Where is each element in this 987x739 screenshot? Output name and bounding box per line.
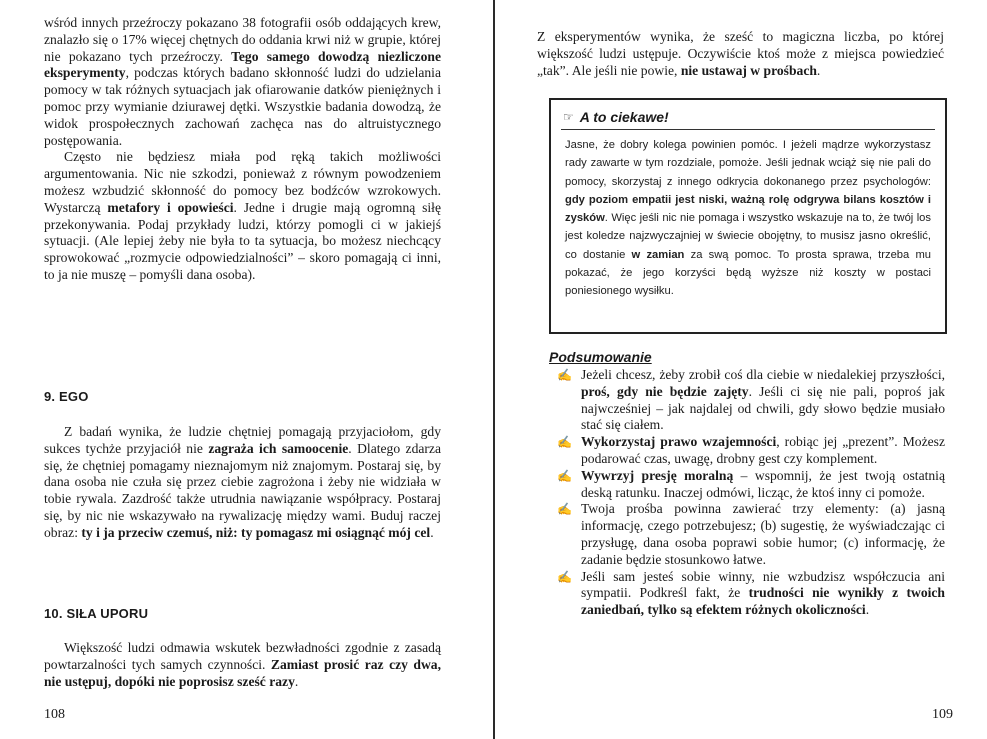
ego-section xyxy=(44,424,441,542)
writing-hand-icon: ✍ xyxy=(557,502,572,517)
section-heading-upor: 10. SIŁA UPORU xyxy=(44,606,149,621)
summary-item-text: Twoja prośba powinna zawierać trzy elementy: (a) jasną informację, czego potrzebujesz; (b) sugestię, że wyświadczając ci przysługę, dana osoba poprawi sobie humor; (c) informację, że zadanie będzie stosunkowo łatwe. xyxy=(581,501,945,567)
upor-paragraph: Większość ludzi odmawia wskutek bezwładności zgodnie z zasadą powtarzalności tych samych czynności. Zamiast prosić raz czy dwa, nie ustępuj, dopóki nie poprosisz sześć razy. xyxy=(44,640,441,689)
left-top-text xyxy=(44,15,441,284)
summary-item xyxy=(549,501,945,568)
bold-run: Zamiast prosić raz czy dwa, nie ustępuj, dopóki nie poprosisz sześć razy xyxy=(44,656,441,689)
summary-item xyxy=(549,434,945,468)
bold-run: metafory i opowieści xyxy=(107,199,234,215)
left-page xyxy=(0,0,493,739)
page-number-right: 109 xyxy=(932,707,953,722)
summary-item xyxy=(549,569,945,619)
bold-run: Wykorzystaj prawo wzajemności xyxy=(581,434,777,450)
writing-hand-icon: ✍ xyxy=(557,468,572,483)
bold-run: gdy poziom empatii jest niski, ważną rolę odgrywa bilans kosztów i zysków xyxy=(565,193,931,225)
info-box xyxy=(549,98,947,334)
info-box-rule xyxy=(561,129,935,130)
bold-run: zagraża ich samoocenie xyxy=(208,440,349,456)
intro-paragraph: wśród innych przeźroczy pokazano 38 fotografii osób oddających krew, znalazło się o 17% więcej chętnych do oddania krwi niż w grupie, której nie pokazano tych przeźroczy. Tego samego dowodzą niezliczone eksperymenty, podczas których badano skłonność ludzi do udzielania pomocy w tak różnych sytuacjach jak ofiarowanie datków pieniężnych i pomoc przy wymianie dziurawej dętki. Wszystkie badania dowodzą, że widok prospołecznych zachowań zachęca nas do altruistycznego postępowania. xyxy=(44,15,441,148)
pointing-hand-icon: ☞ xyxy=(563,110,574,124)
writing-hand-icon: ✍ xyxy=(557,435,572,450)
summary-list xyxy=(549,367,945,619)
info-box-text: Jasne, że dobry kolega powinien pomóc. I jeżeli mądrze wykorzystasz rady zawarte w tym rozdziale, pomoże. Jeśli jednak wciąż się nie pali do pomocy, skorzystaj z innego odkrycia dokonanego przez psychologów: gdy poziom empatii jest niski, ważną rolę odgrywa bilans kosztów i zysków. Więc jeśli nic nie pomaga i wszystko wskazuje na to, że twój los jest koledze najzwyczajniej w świecie obojętny, to musisz jasno określić, co dostanie w zamian za swą pomoc. To prosta sprawa, trzeba mu pokazać, że jego korzyści będą wyższe niż koszty w postaci poniesionego wysiłku. xyxy=(565,139,931,298)
bold-run: w zamian xyxy=(631,248,685,261)
upor-section xyxy=(44,640,441,690)
bold-run: proś, gdy nie będzie zajęty xyxy=(581,383,749,399)
top-paragraph: Z eksperymentów wynika, że sześć to magiczna liczba, po której większość ludzi ustępuje. Oczywiście ktoś może z miejsca powiedzieć „tak”. Ale jeśli nie powie, nie ustawaj w prośbach. xyxy=(537,29,944,78)
writing-hand-icon: ✍ xyxy=(557,368,572,382)
second-paragraph: Często nie będziesz miała pod ręką takich możliwości argumentowania. Nic nie szkodzi, ponieważ z równym powodzeniem możesz wzbudzić skłonność do pomocy bez bodźców wzrokowych. Wystarczą metafory i opowieści. Jedne i drugie mają ogromną siłę przekonywania. Podaj przykłady ludzi, którzy pomogli ci w jakiejś sytuacji. (Ale lepiej żeby nie była to ta sytuacja, bo możesz niechcący sprowokować „rozmycie odpowiedzialności” – skoro pomagają ci inni, to ja nie muszę – pomyśli dana osoba). xyxy=(44,149,441,282)
bold-run: Tego samego dowodzą niezliczone eksperymenty xyxy=(44,48,441,81)
summary-heading: Podsumowanie xyxy=(549,349,652,365)
ego-paragraph: Z badań wynika, że ludzie chętniej pomagają przyjaciołom, gdy sukces tychże przyjaciół nie zagraża ich samoocenie. Dlatego zdarza się, że chętniej pomagamy nieznajomym niż znajomym. Postaraj się, by dana osoba nie czuła się przez ciebie zagrożona i żeby nie widziała w tobie rywala. Zazdrość także utrudnia nawiązanie współpracy. Postaraj się, by nic nie wskazywało na rywalizację między wami. Buduj raczej obraz: ty i ja przeciw czemuś, niż: ty pomagasz mi osiągnąć mój cel. xyxy=(44,424,442,540)
bold-run: trudności nie wynikły z twoich zaniedbań, tylko są efektem różnych okoliczności xyxy=(581,585,945,618)
right-top-text xyxy=(537,29,944,79)
summary-item-text: Jeśli sam jesteś sobie winny, nie wzbudzisz współczucia ani sympatii. Podkreśl fakt, że trudności nie wynikły z twoich zaniedbań, tylko są efektem różnych okoliczności. xyxy=(581,568,945,618)
summary-item xyxy=(549,367,945,434)
writing-hand-icon: ✍ xyxy=(557,569,572,584)
info-box-header xyxy=(563,109,669,125)
right-page xyxy=(495,0,987,739)
summary-item-text: Jeżeli chcesz, żeby zrobił coś dla ciebie w niedalekiej przyszłości, proś, gdy nie będzie zajęty. Jeśli ci się nie pali, poproś jak najwcześniej – jak najdalej od chwili, gdy słowo będzie musiało stać się ciałem. xyxy=(581,367,945,433)
summary-item xyxy=(549,468,945,502)
bold-run: ty i ja przeciw czemuś, niż: ty pomagasz mi osiągnąć mój cel xyxy=(81,524,431,540)
page-number-left: 108 xyxy=(44,707,65,722)
section-heading-ego: 9. EGO xyxy=(44,389,89,404)
summary-item-text: Wywrzyj presję moralną – wspomnij, że jest twoją ostatnią deską ratunku. Inaczej odmówi, licząc, że ktoś inny ci pomoże. xyxy=(581,467,945,500)
bold-run: nie ustawaj w prośbach xyxy=(680,62,817,78)
summary-item-text: Wykorzystaj prawo wzajemności, robiąc jej „prezent”. Możesz podarować czas, uwagę, drobny gest czy komplement. xyxy=(581,434,945,466)
info-box-title: A to ciekawe! xyxy=(579,109,669,125)
bold-run: Wywrzyj presję moralną xyxy=(581,467,734,483)
